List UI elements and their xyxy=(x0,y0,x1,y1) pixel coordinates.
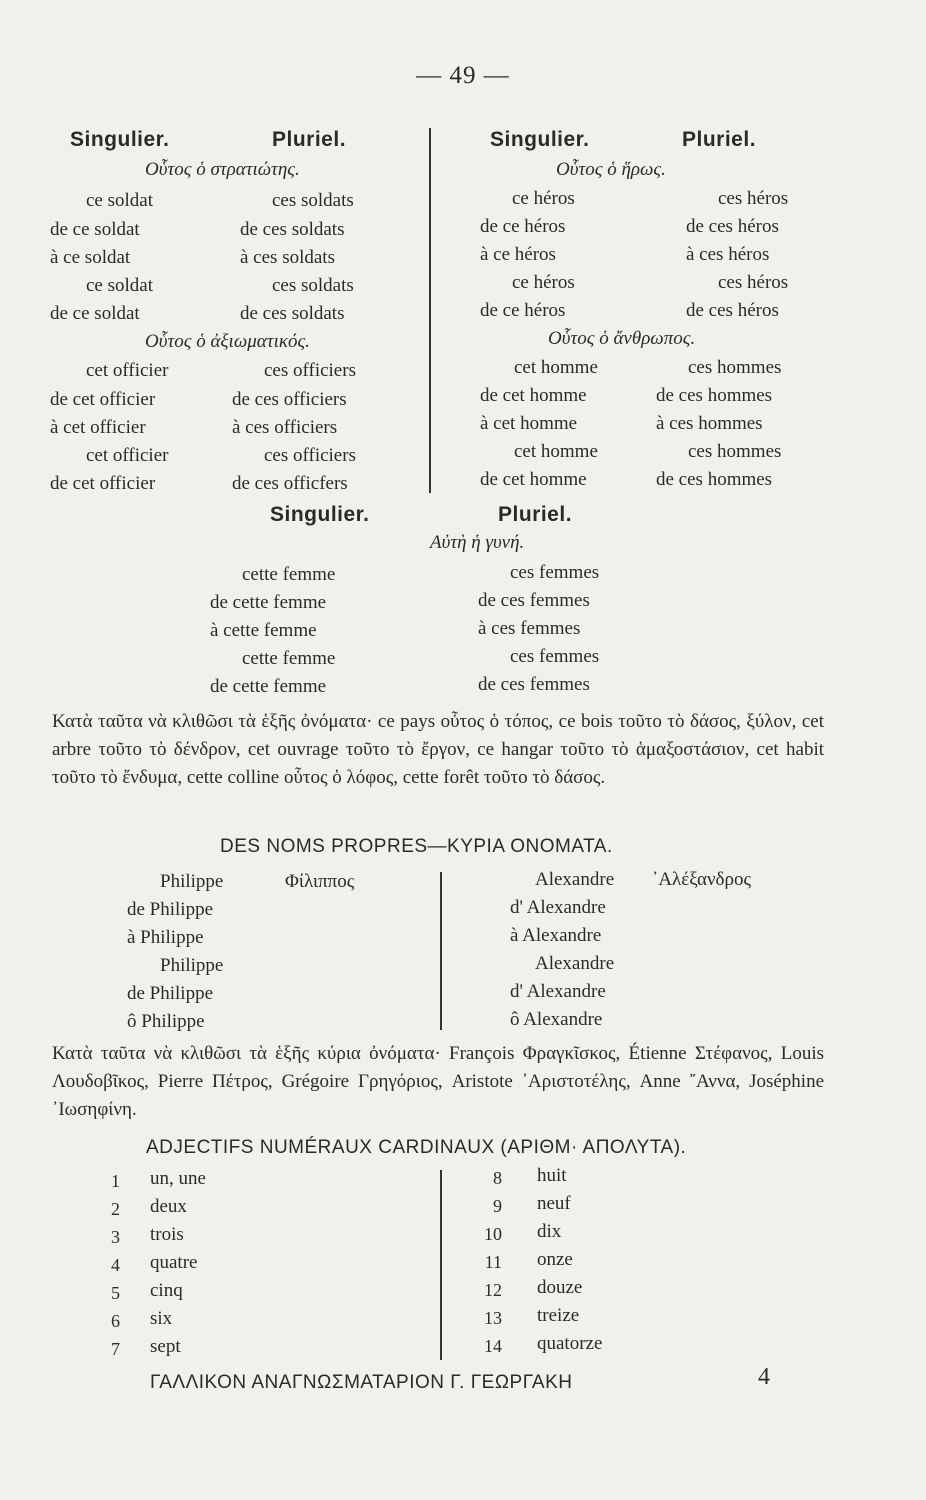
decl2-b-row-4-plur: ces hommes xyxy=(688,441,782,462)
decl1-b-row-5-plur: de ces officfers xyxy=(232,473,348,494)
proper-right-4: Alexandre xyxy=(535,953,615,974)
decl1-b-row-4-plur: ces officiers xyxy=(264,445,356,466)
decl2-b-row-3-plur: à ces hommes xyxy=(656,413,763,434)
decl1-b-row-5-sing: de cet officier xyxy=(50,473,156,494)
decl3-row-3-plur: à ces femmes xyxy=(478,618,581,639)
decl2-a-row-5-plur: de ces héros xyxy=(686,300,779,321)
decl1-singular-header: Singulier. xyxy=(70,128,170,151)
decl1-a-row-3-plur: à ces soldats xyxy=(240,247,335,268)
decl2-b-row-5-sing: de cet homme xyxy=(480,469,587,490)
proper-right-1: Alexandre xyxy=(535,869,615,890)
num-left-2-word: deux xyxy=(150,1196,187,1217)
decl3-row-2-sing: de cette femme xyxy=(210,592,327,613)
proper-left-greek: Φίλιππος xyxy=(285,871,355,892)
page-number: — 49 — xyxy=(416,62,510,89)
decl1-a-row-4-sing: ce soldat xyxy=(86,275,154,296)
proper-left-3: à Philippe xyxy=(127,927,204,948)
num-left-5-digit: 5 xyxy=(111,1283,120,1303)
decl1-a-row-3-sing: à ce soldat xyxy=(50,247,131,268)
numerals-divider xyxy=(440,1170,442,1360)
decl3-row-3-sing: à cette femme xyxy=(210,620,317,641)
decl2-a-row-3-sing: à ce héros xyxy=(480,244,556,265)
column-divider xyxy=(429,128,431,493)
decl1-b-row-4-sing: cet officier xyxy=(86,445,169,466)
decl1-b-row-3-plur: à ces officiers xyxy=(232,417,338,438)
proper-left-4: Philippe xyxy=(160,955,224,976)
num-left-1-digit: 1 xyxy=(111,1171,120,1191)
proper-left-2: de Philippe xyxy=(127,899,214,920)
num-right-3-digit: 10 xyxy=(484,1224,502,1244)
decl3-row-1-sing: cette femme xyxy=(242,564,336,585)
proper-left-1: Philippe xyxy=(160,871,224,892)
num-right-5-word: douze xyxy=(537,1277,583,1298)
decl2-a-row-4-sing: ce héros xyxy=(512,272,575,293)
decl2-b-row-2-sing: de cet homme xyxy=(480,385,587,406)
decl1-a-row-5-plur: de ces soldats xyxy=(240,303,345,324)
decl1-a-row-2-sing: de ce soldat xyxy=(50,219,140,240)
decl2-b-row-1-plur: ces hommes xyxy=(688,357,782,378)
num-right-5-digit: 12 xyxy=(484,1280,502,1300)
exercise-paragraph-1-text: Κατὰ ταῦτα νὰ κλιθῶσι τὰ ἑξῆς ὀνόματα· ce pays οὗτος ὁ τόπος, ce bois τοῦτο τὸ δάσος, ξύλον, cet arbre τοῦτο τὸ δένδρον, cet ouvrage τοῦτο τὸ ἔργον, ce hangar τοῦτο τὸ ἁμαξοστάσιον, cet habit τοῦτο τὸ ἔνδυμα, cette colline οὗτος ὁ λόφος, cette forêt τοῦτο τὸ δάσος. xyxy=(52,711,824,788)
decl2-b-row-4-sing: cet homme xyxy=(514,441,598,462)
exercise-paragraph-2 xyxy=(52,1040,824,1124)
decl2-a-row-2-sing: de ce héros xyxy=(480,216,566,237)
proper-right-greek: ᾿Αλέξανδρος xyxy=(652,869,752,890)
proper-divider xyxy=(440,872,442,1030)
decl1-b-row-1-sing: cet officier xyxy=(86,360,169,381)
decl1-greek-b: Οὗτος ὁ ἀξιωματικός. xyxy=(145,331,310,352)
proper-right-6: ô Alexandre xyxy=(510,1009,603,1030)
decl1-plural-header: Pluriel. xyxy=(272,128,347,151)
exercise-paragraph-1 xyxy=(52,708,824,792)
num-left-7-word: sept xyxy=(150,1336,181,1357)
decl1-a-row-1-plur: ces soldats xyxy=(272,190,354,211)
decl2-plural-header: Pluriel. xyxy=(682,128,757,151)
decl2-a-row-1-sing: ce héros xyxy=(512,188,575,209)
decl2-a-row-3-plur: à ces héros xyxy=(686,244,770,265)
decl2-b-row-1-sing: cet homme xyxy=(514,357,598,378)
decl3-row-4-sing: cette femme xyxy=(242,648,336,669)
decl1-b-row-3-sing: à cet officier xyxy=(50,417,146,438)
decl1-greek-a: Οὗτος ὁ στρατιώτης. xyxy=(145,159,300,180)
num-right-6-word: treize xyxy=(537,1305,580,1326)
decl1-a-row-4-plur: ces soldats xyxy=(272,275,354,296)
footer-imprint: ΓΑΛΛΙΚΟΝ ΑΝΑΓΝΩΣΜΑΤΑΡΙΟΝ Γ. ΓΕΩΡΓΑΚΗ xyxy=(150,1372,573,1393)
decl3-row-4-plur: ces femmes xyxy=(510,646,600,667)
num-right-2-digit: 9 xyxy=(493,1196,502,1216)
proper-right-3: à Alexandre xyxy=(510,925,602,946)
proper-nouns-title: DES NOMS PROPRES—ΚΥΡΙΑ ΟΝΟΜΑΤΑ. xyxy=(220,836,613,857)
num-right-4-digit: 11 xyxy=(484,1252,502,1272)
decl2-b-row-3-sing: à cet homme xyxy=(480,413,578,434)
decl2-a-row-5-sing: de ce héros xyxy=(480,300,566,321)
decl2-singular-header: Singulier. xyxy=(490,128,590,151)
numerals-title: ADJECTIFS NUMÉRAUX CARDINAUX (ΑΡΙΘΜ· ΑΠΟΛΥΤΑ). xyxy=(146,1137,687,1158)
decl3-row-5-plur: de ces femmes xyxy=(478,674,590,695)
decl2-a-row-4-plur: ces héros xyxy=(718,272,789,293)
num-right-2-word: neuf xyxy=(537,1193,571,1214)
num-left-3-digit: 3 xyxy=(111,1227,120,1247)
num-left-5-word: cinq xyxy=(150,1280,183,1301)
num-right-1-digit: 8 xyxy=(493,1168,502,1188)
decl3-row-2-plur: de ces femmes xyxy=(478,590,590,611)
num-right-3-word: dix xyxy=(537,1221,562,1242)
decl2-a-row-2-plur: de ces héros xyxy=(686,216,779,237)
decl2-greek-a: Οὗτος ὁ ἥρως. xyxy=(556,159,666,180)
num-left-1-word: un, une xyxy=(150,1168,206,1189)
decl1-b-row-1-plur: ces officiers xyxy=(264,360,356,381)
decl2-greek-b: Οὗτος ὁ ἄνθρωπος. xyxy=(548,328,696,349)
num-left-4-digit: 4 xyxy=(111,1255,120,1275)
exercise-paragraph-2-text: Κατὰ ταῦτα νὰ κλιθῶσι τὰ ἑξῆς κύρια ὀνόματα· François Φραγκῖσκος, Étienne Στέφανος, Louis Λουδοβῖκος, Pierre Πέτρος, Grégoire Γρηγόριος, Aristote ᾿Αριστοτέλης, Anne ῎Αννα, Joséphine ᾿Ιωσηφίνη. xyxy=(52,1043,824,1120)
proper-left-6: ô Philippe xyxy=(127,1011,205,1032)
decl3-greek: Αὐτὴ ἡ γυνή. xyxy=(430,532,525,553)
num-right-6-digit: 13 xyxy=(484,1308,502,1328)
decl1-a-row-2-plur: de ces soldats xyxy=(240,219,345,240)
num-left-6-word: six xyxy=(150,1308,173,1329)
num-left-7-digit: 7 xyxy=(111,1339,120,1359)
num-right-7-digit: 14 xyxy=(484,1336,502,1356)
num-left-3-word: trois xyxy=(150,1224,184,1245)
decl3-row-1-plur: ces femmes xyxy=(510,562,600,583)
decl3-row-5-sing: de cette femme xyxy=(210,676,327,697)
num-right-1-word: huit xyxy=(537,1165,567,1186)
footer-sheet-number: 4 xyxy=(758,1364,770,1390)
proper-right-5: d' Alexandre xyxy=(510,981,606,1002)
decl2-b-row-5-plur: de ces hommes xyxy=(656,469,773,490)
decl1-a-row-1-sing: ce soldat xyxy=(86,190,154,211)
num-right-7-word: quatorze xyxy=(537,1333,603,1354)
num-left-6-digit: 6 xyxy=(111,1311,120,1331)
decl2-b-row-2-plur: de ces hommes xyxy=(656,385,773,406)
decl1-b-row-2-plur: de ces officiers xyxy=(232,389,347,410)
proper-right-2: d' Alexandre xyxy=(510,897,606,918)
decl2-a-row-1-plur: ces héros xyxy=(718,188,789,209)
decl3-plural-header: Pluriel. xyxy=(498,503,573,526)
num-right-4-word: onze xyxy=(537,1249,573,1270)
proper-left-5: de Philippe xyxy=(127,983,214,1004)
num-left-2-digit: 2 xyxy=(111,1199,120,1219)
decl1-b-row-2-sing: de cet officier xyxy=(50,389,156,410)
num-left-4-word: quatre xyxy=(150,1252,198,1273)
decl1-a-row-5-sing: de ce soldat xyxy=(50,303,140,324)
decl3-singular-header: Singulier. xyxy=(270,503,370,526)
